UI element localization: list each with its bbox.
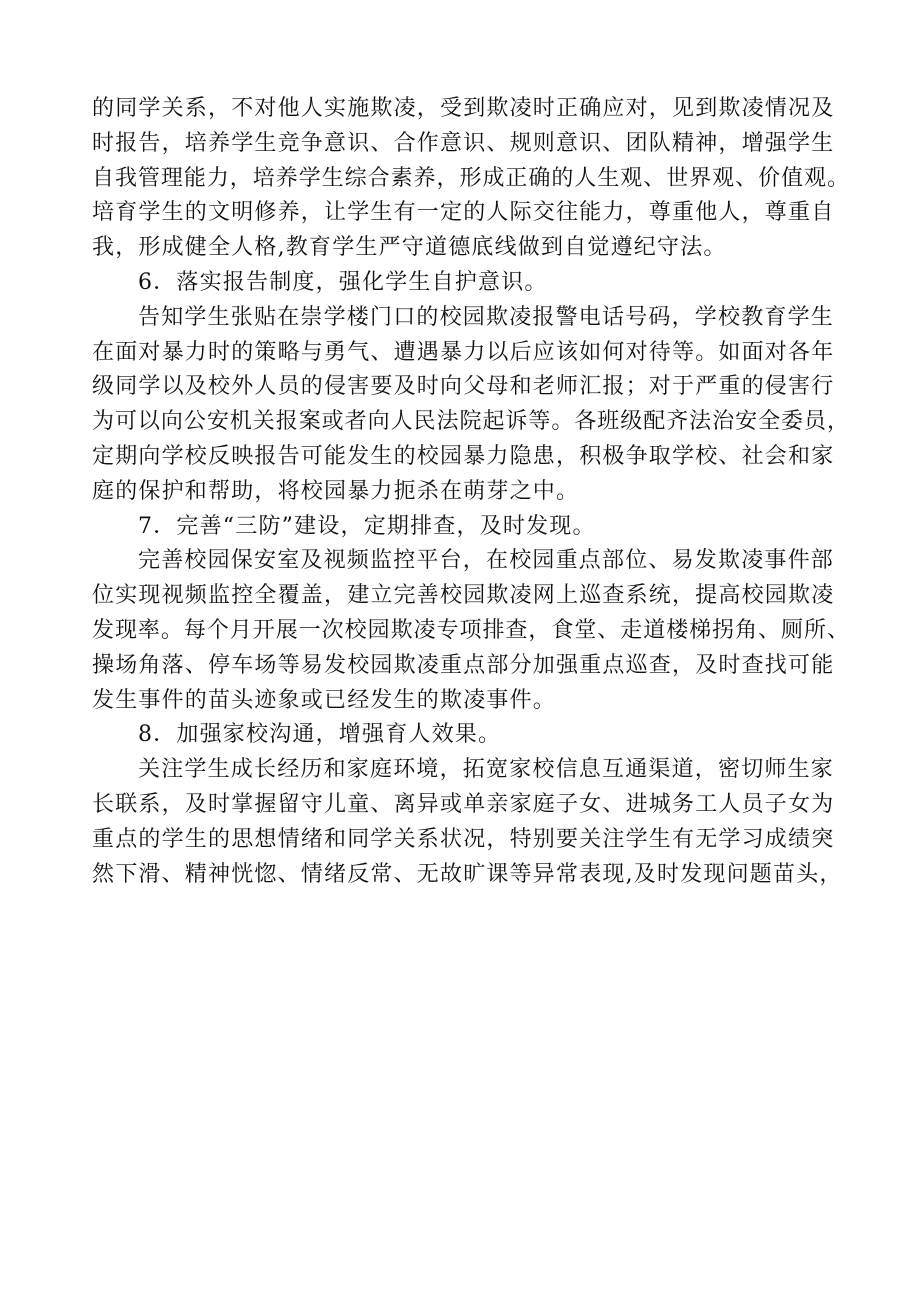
- text-line: 操场角落、停车场等易发校园欺凌重点部分加强重点巡查，及时查找可能: [92, 652, 835, 678]
- text-line: 位实现视频监控全覆盖，建立完善校园欺凌网上巡查系统，提高校园欺凌: [92, 583, 835, 609]
- text-line: 为可以向公安机关报案或者向人民法院起诉等。各班级配齐法治安全委员，: [92, 409, 850, 435]
- text-line: 然下滑、精神恍惚、情绪反常、无故旷课等异常表现,及时发现问题苗头，: [92, 861, 843, 887]
- text-line: 级同学以及校外人员的侵害要及时向父母和老师汇报；对于严重的侵害行: [92, 374, 835, 400]
- section-heading-7: 7．完善“三防”建设，定期排查，及时发现。: [138, 513, 596, 539]
- text-line: 庭的保护和帮助，将校园暴力扼杀在萌芽之中。: [92, 478, 580, 504]
- text-line: 定期向学校反映报告可能发生的校园暴力隐患，积极争取学校、社会和家: [92, 443, 835, 469]
- text-line: 时报告，培养学生竞争意识、合作意识、规则意识、团队精神，增强学生: [92, 130, 835, 156]
- text-line: 自我管理能力，培养学生综合素养，形成正确的人生观、世界观、价值观。: [92, 165, 850, 191]
- document-page: [92, 92, 852, 892]
- text-line: 长联系，及时掌握留守儿童、离异或单亲家庭子女、进城务工人员子女为: [92, 791, 835, 817]
- section-heading-8: 8．加强家校沟通，增强育人效果。: [138, 722, 502, 748]
- section-heading-6: 6．落实报告制度，强化学生自护意识。: [138, 269, 548, 295]
- text-line: 告知学生张贴在崇学楼门口的校园欺凌报警电话号码，学校教育学生: [138, 304, 835, 330]
- text-line: 的同学关系，不对他人实施欺凌，受到欺凌时正确应对，见到欺凌情况及: [92, 96, 835, 121]
- text-line: 完善校园保安室及视频监控平台，在校园重点部位、易发欺凌事件部: [138, 548, 835, 574]
- text-line: 关注学生成长经历和家庭环境，拓宽家校信息互通渠道，密切师生家: [138, 757, 835, 783]
- text-line: 重点的学生的思想情绪和同学关系状况，特别要关注学生有无学习成绩突: [92, 826, 835, 852]
- text-line: 我，形成健全人格,教育学生严守道德底线做到自觉遵纪守法。: [92, 235, 727, 261]
- text-line: 在面对暴力时的策略与勇气、遭遇暴力以后应该如何对待等。如面对各年: [92, 339, 835, 365]
- text-line: 发现率。每个月开展一次校园欺凌专项排查，食堂、走道楼梯拐角、厕所、: [92, 617, 850, 643]
- text-line: 培育学生的文明修养，让学生有一定的人际交往能力，尊重他人，尊重自: [92, 200, 835, 226]
- text-line: 发生事件的苗头迹象或已经发生的欺凌事件。: [92, 687, 557, 713]
